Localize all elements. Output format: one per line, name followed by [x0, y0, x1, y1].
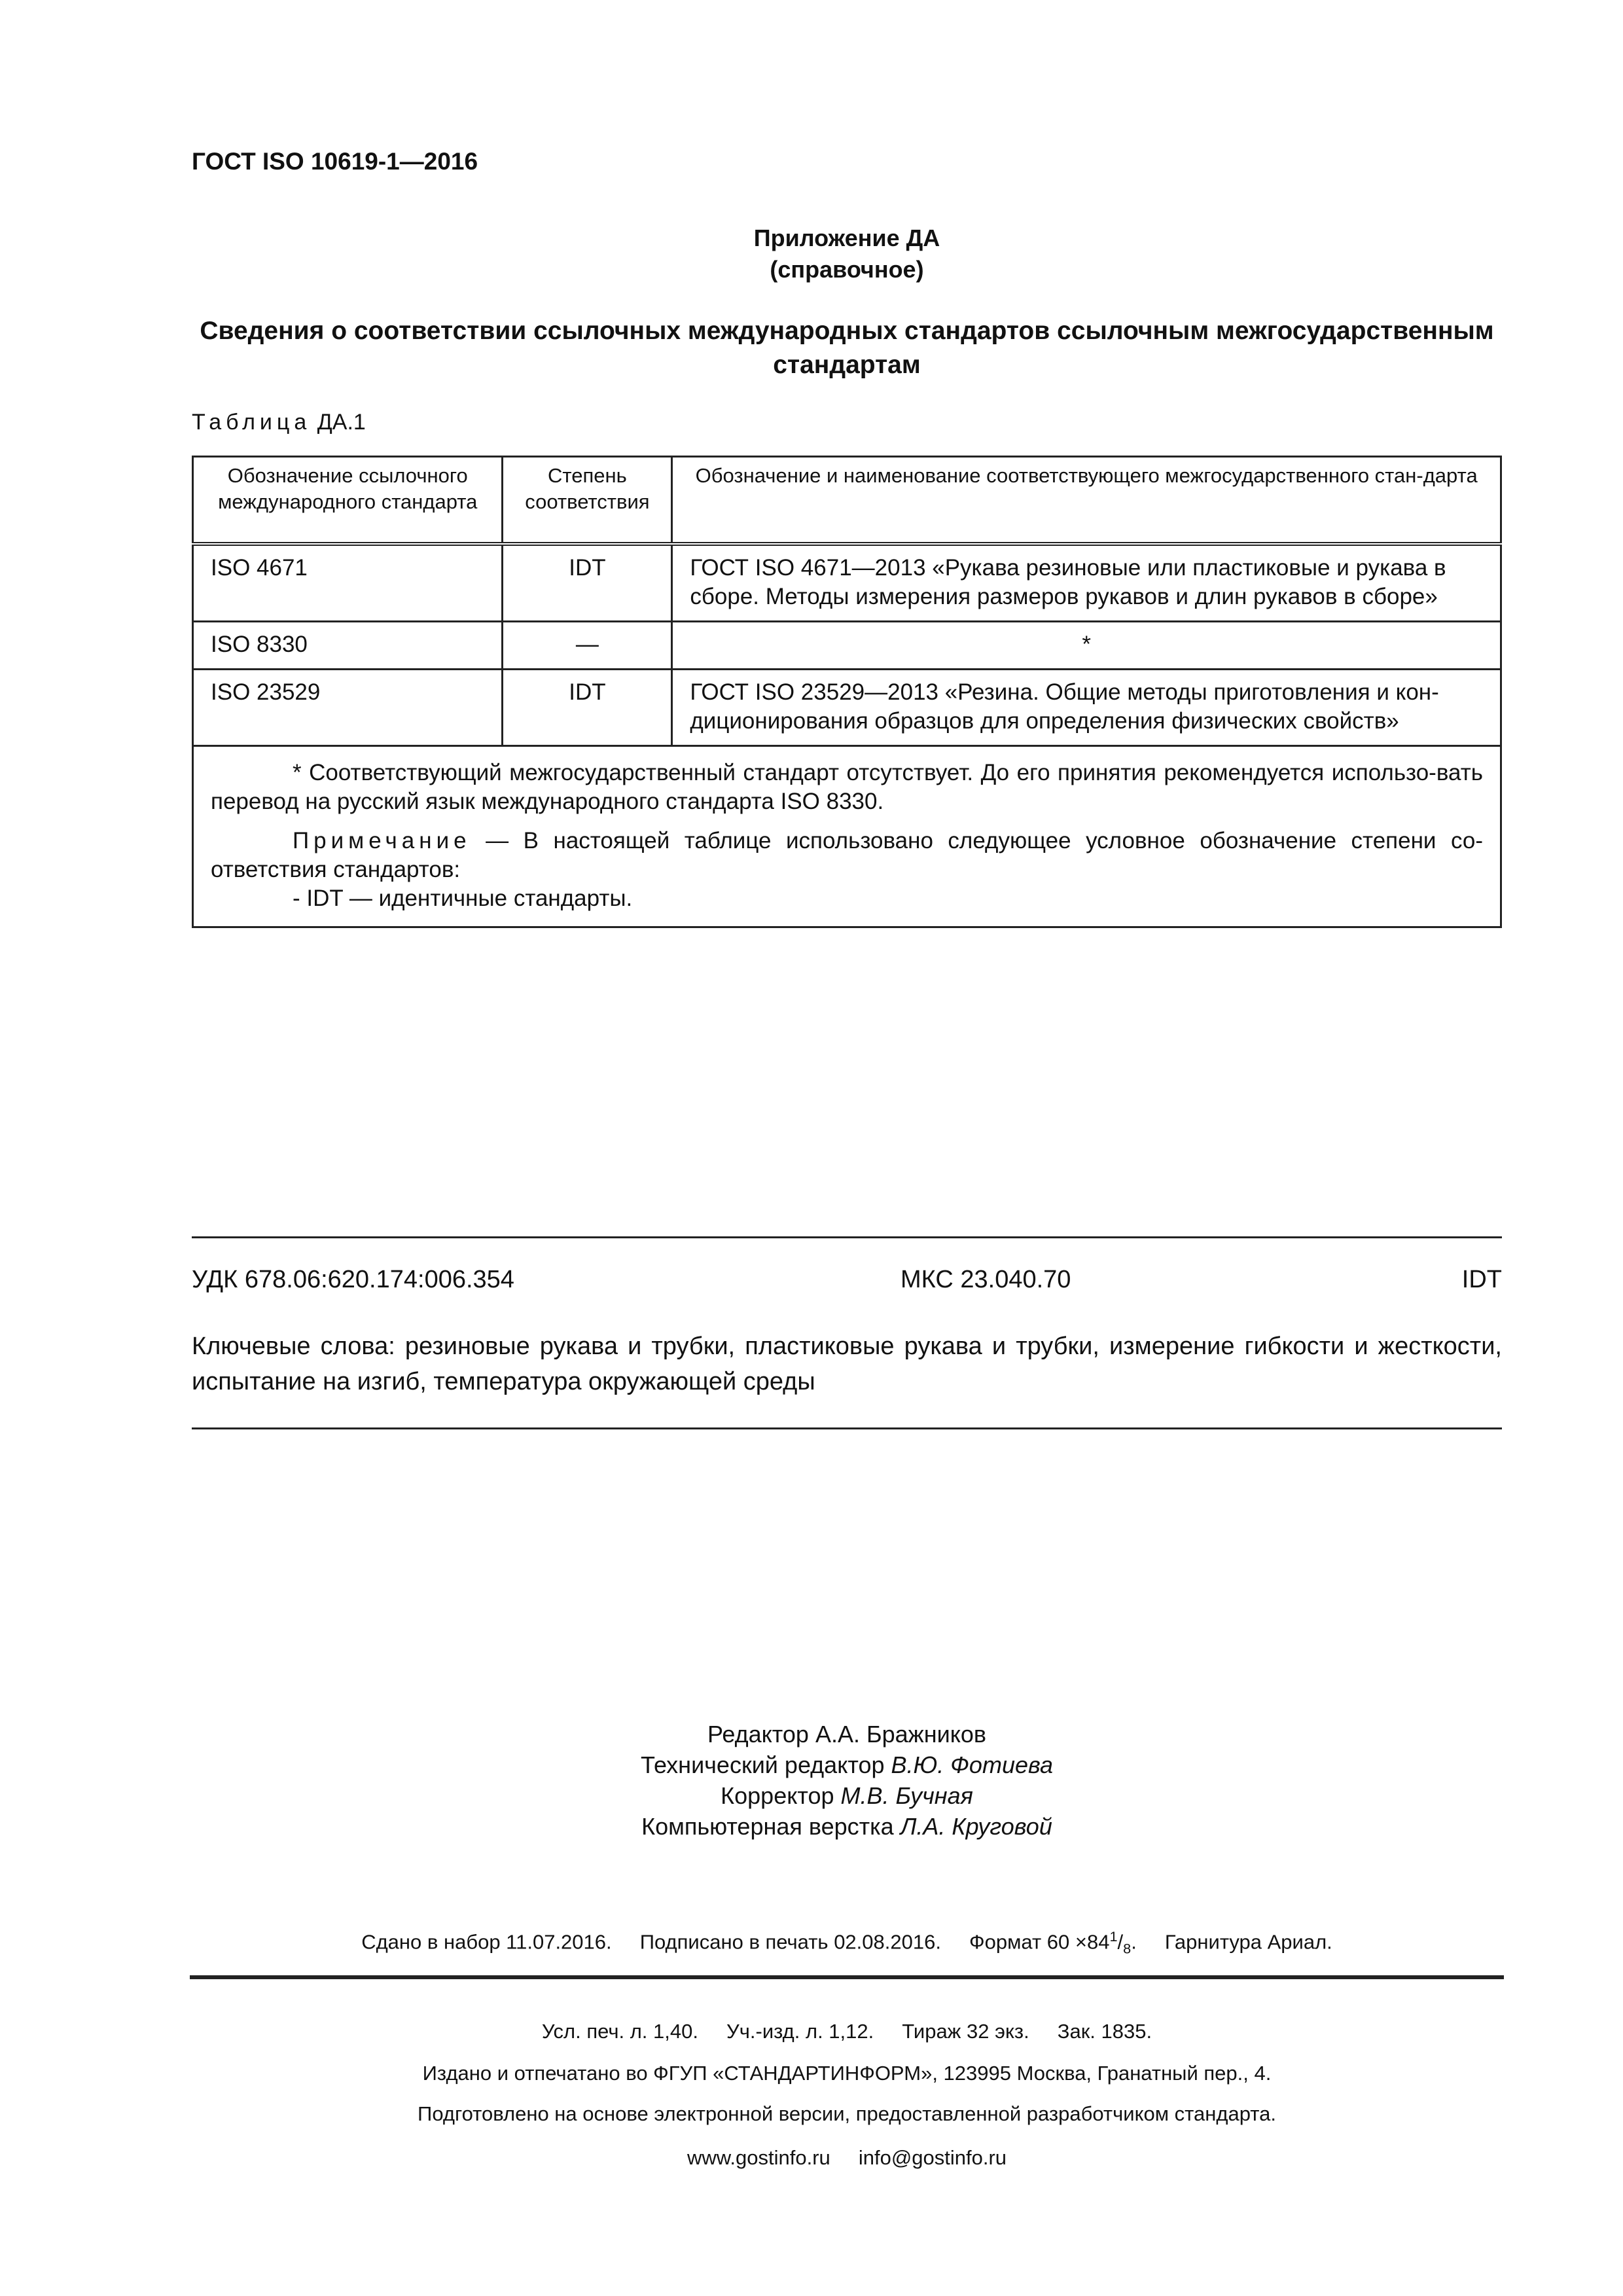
reference-table — [192, 456, 1502, 928]
publication-text: Сдано в набор 11.07.2016. Подписано в печать 02.08.2016. Формат 60 ×84 — [361, 1930, 1110, 1954]
note-text: — В настоящей таблице использовано следующее условное обозначение степени со-ответствия стандартов: — [211, 828, 1483, 882]
publication-text: . Гарнитура Ариал. — [1131, 1930, 1332, 1954]
table-row — [193, 544, 1501, 622]
credit-role: Компьютерная верстка — [641, 1813, 901, 1840]
table-cell: IDT — [503, 670, 672, 746]
table-cell: IDT — [503, 544, 672, 622]
table-cell: ГОСТ ISO 4671—2013 «Рукава резиновые или пластиковые и рукава в сборе. Методы измерения размеров рукавов и длин рукавов в сборе» — [672, 544, 1501, 622]
table-header-row — [193, 457, 1501, 545]
mks-code: МКС 23.040.70 — [901, 1266, 1071, 1293]
credit-name: В.Ю. Фотиева — [891, 1751, 1054, 1778]
table-row — [193, 670, 1501, 746]
table-note — [211, 827, 1483, 884]
document-code: ГОСТ ISO 10619-1—2016 — [192, 148, 478, 175]
table-cell: ГОСТ ISO 23529—2013 «Резина. Общие методы приготовления и кон-диционирования образцов для определения физических свойств» — [672, 670, 1501, 746]
table-caption — [192, 410, 366, 435]
table-cell: * — [672, 622, 1501, 670]
credits — [0, 1719, 1623, 1842]
publication-line-2: Усл. печ. л. 1,40. Уч.-изд. л. 1,12. Тираж 32 экз. Зак. 1835. — [541, 2019, 1152, 2043]
table-caption-number: ДА.1 — [317, 410, 366, 435]
imprint-address: Издано и отпечатано во ФГУП «СТАНДАРТИНФОРМ», 123995 Москва, Гранатный пер., 4. — [422, 2062, 1272, 2085]
imprint-web: www.gostinfo.ru info@gostinfo.ru — [687, 2146, 1007, 2169]
annex-title: Приложение ДА — [753, 224, 940, 251]
table-cell: ISO 23529 — [193, 670, 503, 746]
table-footnote-row — [193, 746, 1501, 927]
keywords: Ключевые слова: резиновые рукава и трубки, пластиковые рукава и трубки, измерение гибкости и жесткости, испытание на изгиб, температура окружающей среды — [192, 1333, 1502, 1395]
annex-heading: Сведения о соответствии ссылочных международных стандартов ссылочным межгосударственным стандартам — [200, 317, 1494, 379]
table-footnote: * Соответствующий межгосударственный стандарт отсутствует. До его принятия рекомендуется использо-вать перевод на русский язык международного стандарта ISO 8330. — [211, 760, 1483, 814]
credit-layout — [0, 1811, 1623, 1842]
credit-corrector — [0, 1780, 1623, 1811]
note-item: - IDT — идентичные стандарты. — [293, 886, 633, 911]
table-footnote-cell — [193, 746, 1501, 927]
credit-editor — [0, 1719, 1623, 1749]
column-header-degree: Степень соответствия — [503, 457, 672, 545]
table-caption-word: Таблица — [192, 410, 312, 435]
idt-code: IDT — [1461, 1266, 1502, 1293]
annex-kind: (справочное) — [770, 256, 924, 283]
format-superscript: 1 — [1109, 1928, 1118, 1945]
annex-header — [0, 223, 1623, 285]
publication-line-1 — [0, 1923, 1623, 1963]
note-label: Примечание — [293, 828, 471, 853]
udk-code: УДК 678.06:620.174:006.354 — [192, 1266, 514, 1293]
credit-role: Корректор — [721, 1782, 841, 1809]
imprint — [0, 2003, 1623, 2200]
format-slash: / — [1117, 1930, 1124, 1954]
table-cell: — — [503, 622, 672, 670]
table-cell: ISO 4671 — [193, 544, 503, 622]
publication-line-3: Подготовлено на основе электронной версии, предоставленной разработчиком стандарта. — [418, 2102, 1276, 2125]
table-row — [193, 622, 1501, 670]
credit-tech-editor — [0, 1749, 1623, 1780]
format-subscript: 8 — [1123, 1940, 1132, 1957]
column-header-international: Обозначение ссылочного международного стандарта — [193, 457, 503, 545]
credit-name: Л.А. Круговой — [900, 1813, 1052, 1840]
credit-name: А.А. Бражников — [815, 1721, 987, 1748]
credit-role: Редактор — [707, 1721, 815, 1748]
divider-thick — [190, 1975, 1504, 1979]
table-cell: ISO 8330 — [193, 622, 503, 670]
column-header-interstate: Обозначение и наименование соответствующего межгосударственного стан-дарта — [672, 457, 1501, 545]
divider-bottom — [192, 1427, 1502, 1429]
credit-name: М.В. Бучная — [840, 1782, 973, 1809]
credit-role: Технический редактор — [640, 1751, 891, 1778]
divider-top — [192, 1236, 1502, 1238]
